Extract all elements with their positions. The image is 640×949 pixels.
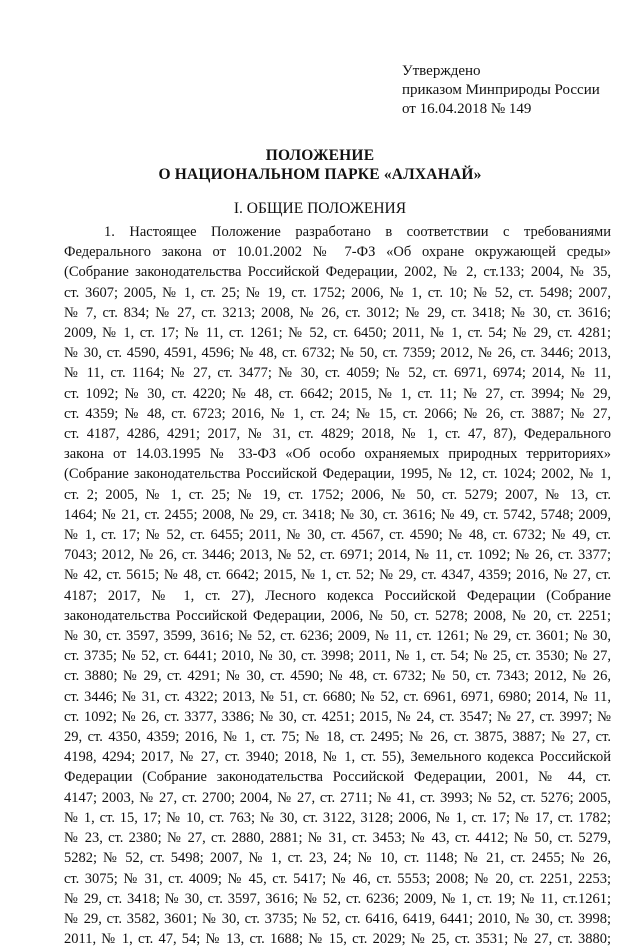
body-line: Федерального закона от 10.01.2002 № 7-ФЗ «Об охране окружающей среды» [64, 244, 611, 261]
approval-stamp [402, 62, 600, 119]
body-line: (Собрание законодательства Российской Федерации, 1995, № 12, ст. 1024; 2002, № 1, [64, 466, 611, 483]
document-title: ПОЛОЖЕНИЕ [265, 147, 375, 164]
body-line: ст. 3075; № 31, ст. 4009; № 45, ст. 5417; № 46, ст. 5553; 2008; № 20, ст. 2251, 2253; [64, 870, 611, 887]
body-line: 7043; 2012, № 26, ст. 3446; 2013, № 52, ст. 6971; 2014, № 11, ст. 1092; № 26, ст. 3377; [64, 547, 611, 564]
approval-line: приказом Минприроды России [402, 82, 600, 98]
body-line: ст. 3735; № 52, ст. 6441; 2010, № 30, ст. 3998; 2011, № 1, ст. 54; № 25, ст. 3530; № 27, [64, 648, 611, 665]
body-line: ст. 3446; № 31, ст. 4322; 2013, № 51, ст. 6680; № 52, ст. 6961, 6971, 6980; 2014, № 11, [64, 688, 611, 705]
body-line: ст. 3880; № 29, ст. 4291; № 30, ст. 4590; № 48, ст. 6732; № 50, ст. 7343; 2012, № 26, [64, 668, 611, 685]
body-line: 2011, № 1, ст. 47, 54; № 13, ст. 1688; № 15, ст. 2029; № 25, ст. 3531; № 27, ст. 3880; [64, 931, 611, 948]
body-line: ст. 2; 2005, № 1, ст. 25; № 19, ст. 1752; 2006, № 50, ст. 5279; 2007, № 13, ст. [64, 486, 611, 503]
body-line: законодательства Российской Федерации, 2006, № 50, ст. 5278; 2008, № 20, ст. 2251; [64, 607, 611, 624]
approval-line: от 16.04.2018 № 149 [402, 101, 532, 117]
section-heading: I. ОБЩИЕ ПОЛОЖЕНИЯ [233, 200, 407, 217]
body-text [64, 222, 611, 949]
body-line: № 11, ст. 1164; № 27, ст. 3477; № 30, ст. 4059; № 52, ст. 6971, 6974; 2014, № 11, [64, 365, 611, 382]
body-line: № 23, ст. 2380; № 27, ст. 2880, 2881; № 31, ст. 3453; № 43, ст. 4412; № 50, ст. 5279, [64, 830, 611, 847]
body-line: ст. 3607; 2005, № 1, ст. 25; № 19, ст. 1752; 2006, № 1, ст. 10; № 52, ст. 5498; 2007, [64, 284, 611, 301]
body-line: 1464; № 21, ст. 2455; 2008, № 29, ст. 3418; № 30, ст. 3616; № 49, ст. 5742, 5748; 2009, [64, 506, 611, 523]
body-line: ст. 4359; № 48, ст. 6723; 2016, № 1, ст. 24; № 15, ст. 2066; № 26, ст. 3887; № 27, [64, 405, 611, 422]
body-line: № 30, ст. 3597, 3599, 3616; № 52, ст. 6236; 2009, № 11, ст. 1261; № 29, ст. 3601; № 30, [64, 628, 611, 645]
body-line: ст. 1092; № 30, ст. 4220; № 48, ст. 6642; 2015, № 1, ст. 11; № 27, ст. 3994; № 29, [64, 385, 611, 402]
body-line: 4198, 4294; 2017, № 27, ст. 3940; 2018, № 1, ст. 55), Земельного кодекса Российской [64, 749, 611, 766]
body-line: № 30, ст. 4590, 4591, 4596; № 48, ст. 6732; № 50, ст. 7359; 2012, № 26, ст. 3446; 2013, [64, 345, 611, 362]
body-line: № 29, ст. 3582, 3601; № 30, ст. 3735; № 52, ст. 6416, 6419, 6441; 2010, № 30, ст. 3998; [64, 910, 611, 927]
body-line: ст. 1092; № 26, ст. 3377, 3386; № 30, ст. 4251; 2015, № 24, ст. 3547; № 27, ст. 3997; № [64, 708, 611, 725]
approval-line: Утверждено [402, 63, 481, 79]
body-line: закона от 14.03.1995 № 33-ФЗ «Об особо охраняемых природных территориях» [64, 446, 611, 463]
body-line: ст. 4187, 4286, 4291; 2017, № 31, ст. 4829; 2018, № 1, ст. 47, 87), Федерального [64, 426, 611, 443]
body-line: 2009, № 1, ст. 17; № 11, ст. 1261; № 52, ст. 6450; 2011, № 1, ст. 54; № 29, ст. 4281; [64, 325, 611, 342]
body-line: № 42, ст. 5615; № 48, ст. 6642; 2015, № 1, ст. 52; № 29, ст. 4347, 4359; 2016, № 27, ст. [64, 567, 611, 584]
body-line: 29, ст. 4350, 4359; 2016, № 1, ст. 75; № 18, ст. 2495; № 26, ст. 3875, 3887; № 27, ст. [64, 729, 611, 746]
body-line: № 29, ст. 3418; № 30, ст. 3597, 3616; № 52, ст. 6236; 2009, № 1, ст. 19; № 11, ст.1261; [64, 890, 611, 907]
body-line: Федерации (Собрание законодательства Российской Федерации, 2001, № 44, ст. [64, 769, 611, 786]
body-line: 4147; 2003, № 27, ст. 2700; 2004, № 27, ст. 2711; № 41, ст. 3993; № 52, ст. 5276; 2005, [64, 789, 611, 806]
document-subtitle: О НАЦИОНАЛЬНОМ ПАРКЕ «АЛХАНАЙ» [158, 166, 482, 183]
body-line: 5282; № 52, ст. 5498; 2007, № 1, ст. 23, 24; № 10, ст. 1148; № 21, ст. 2455; № 26, [64, 850, 611, 867]
body-line: 4187; 2017, № 1, ст. 27), Лесного кодекса Российской Федерации (Собрание [64, 587, 611, 604]
body-line: № 7, ст. 834; № 27, ст. 3213; 2008, № 26, ст. 3012; № 29, ст. 3418; № 30, ст. 3616; [64, 304, 611, 321]
body-line: (Собрание законодательства Российской Федерации, 2002, № 2, ст.133; 2004, № 35, [64, 264, 611, 281]
body-line: № 1, ст. 17; № 52, ст. 6455; 2011, № 30, ст. 4567, ст. 4590; № 48, ст. 6732; № 49, ст. [64, 527, 611, 544]
body-line: 1. Настоящее Положение разработано в соответствии с требованиями [104, 224, 611, 240]
body-line: № 1, ст. 15, 17; № 10, ст. 763; № 30, ст. 3122, 3128; 2006, № 1, ст. 17; № 17, ст. 1782; [64, 809, 611, 826]
